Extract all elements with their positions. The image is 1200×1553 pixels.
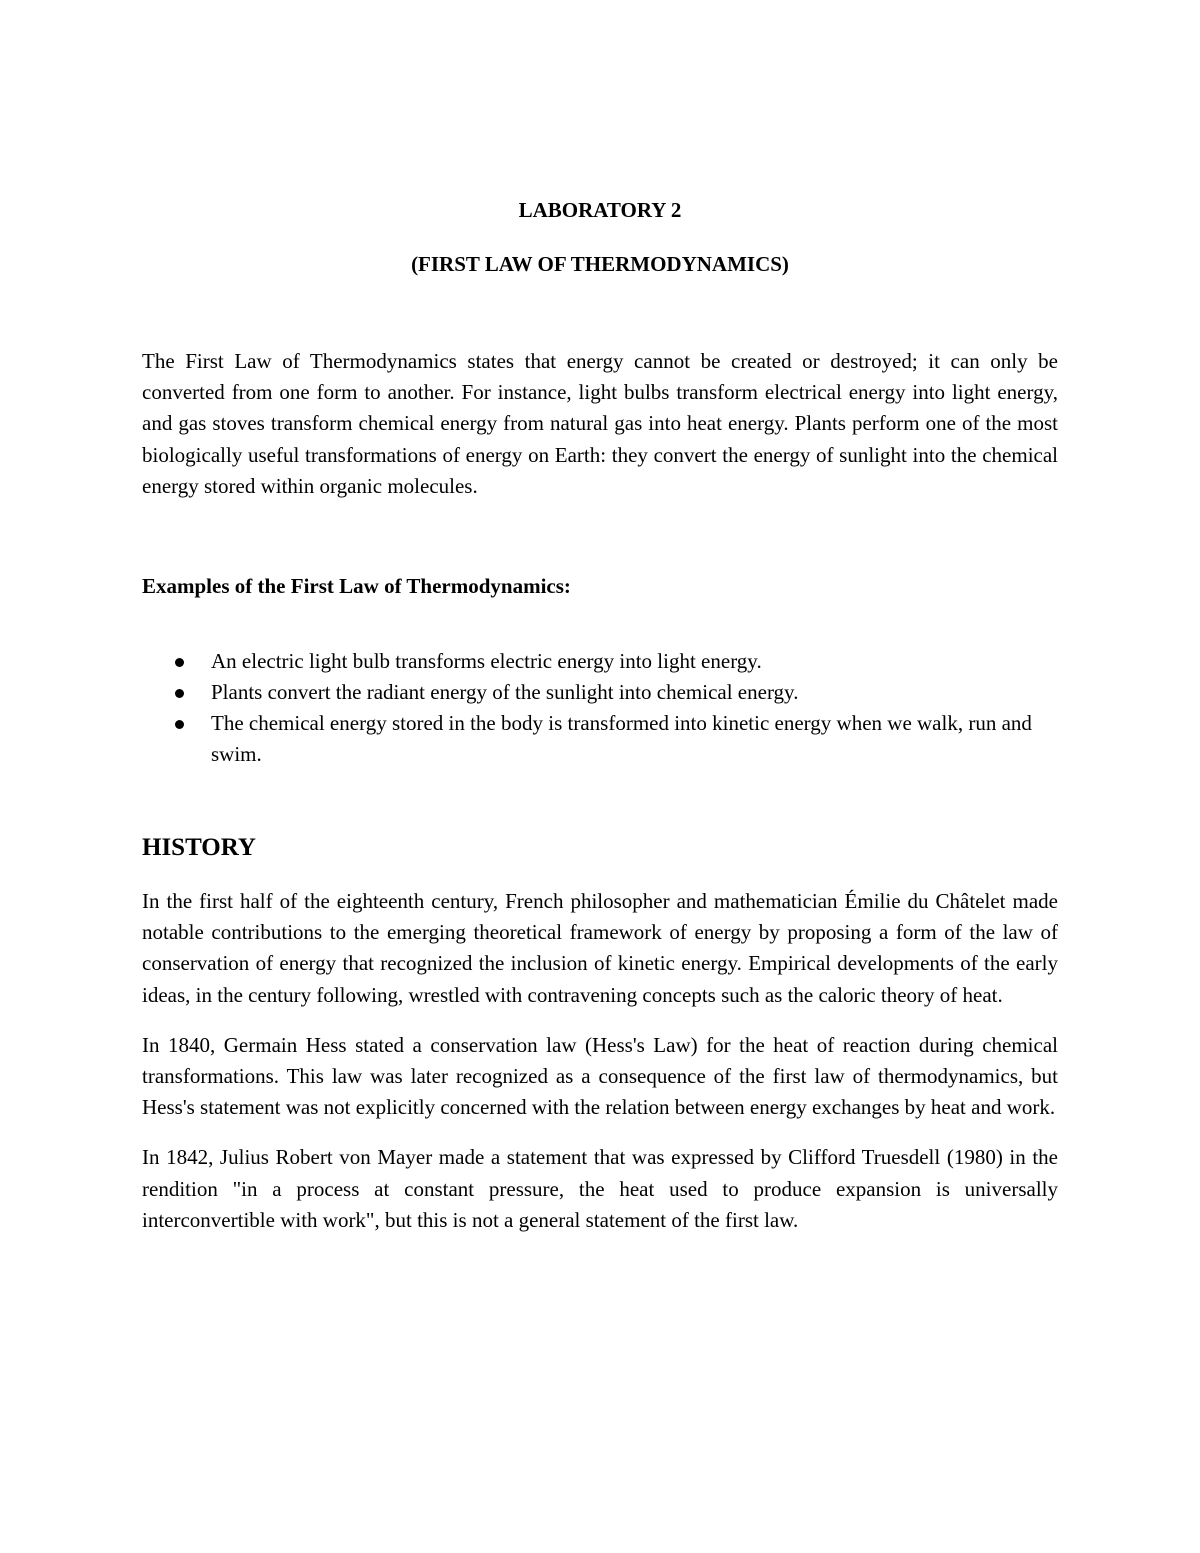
document-content [142, 196, 1058, 1236]
list-item [142, 677, 1058, 708]
examples-list [142, 646, 1058, 770]
list-item-text: Plants convert the radiant energy of the sunlight into chemical energy. [211, 680, 799, 705]
list-item-text: The chemical energy stored in the body is transformed into kinetic energy when we walk, run and swim. [211, 711, 1032, 767]
intro-paragraph: The First Law of Thermodynamics states that energy cannot be created or destroyed; it can only be converted from one form to another. For instance, light bulbs transform electrical energy into light energy, and gas stoves transform chemical energy from natural gas into heat energy. Plants perform one of the most biologically useful transformations of energy on Earth: they convert the energy of sunlight into the chemical energy stored within organic molecules. [142, 349, 1058, 498]
history-paragraph: In 1842, Julius Robert von Mayer made a statement that was expressed by Clifford Truesdell (1980) in the rendition "in a process at constant pressure, the heat used to produce expansion is universally interconvertible with work", but this is not a general statement of the first law. [142, 1145, 1058, 1232]
page-title: LABORATORY 2 [518, 198, 682, 222]
history-paragraph: In 1840, Germain Hess stated a conservation law (Hess's Law) for the heat of reaction during chemical transformations. This law was later recognized as a consequence of the first law of thermodynamics, but Hess's statement was not explicitly concerned with the relation between energy exchanges by heat and work. [142, 1032, 1058, 1120]
list-item-text: An electric light bulb transforms electric energy into light energy. [211, 649, 762, 674]
list-item [142, 708, 1058, 770]
page-subtitle: (FIRST LAW OF THERMODYNAMICS) [411, 252, 789, 276]
history-heading: HISTORY [142, 834, 256, 862]
bullet-icon [175, 720, 184, 729]
bullet-icon [175, 658, 184, 667]
bullet-icon [175, 689, 184, 698]
history-paragraph: In the first half of the eighteenth century, French philosopher and mathematician Émilie du Châtelet made notable contributions to the emerging theoretical framework of energy by proposing a form of the law of conservation of energy that recognized the inclusion of kinetic energy. Empirical developments of the early ideas, in the century following, wrestled with contravening concepts such as the caloric theory of heat. [142, 889, 1058, 1007]
list-item [142, 646, 1058, 677]
examples-heading: Examples of the First Law of Thermodynamics: [142, 574, 571, 599]
